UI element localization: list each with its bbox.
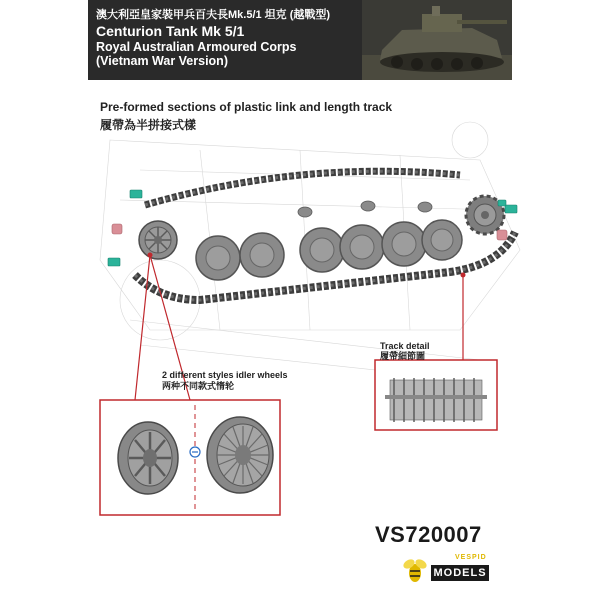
- road-wheel: [196, 236, 240, 280]
- section-title: Pre-formed sections of plastic link and length track: [100, 100, 393, 114]
- brand-name-top: VESPID: [455, 554, 487, 561]
- idler-label-chinese: 两种不同款式惰轮: [162, 381, 235, 391]
- track-detail-label-chinese: 履帶細節圖: [380, 351, 426, 361]
- wasp-logo-icon: [400, 555, 430, 585]
- road-wheel: [240, 233, 284, 277]
- subtitle-english: Royal Australian Armoured Corps: [96, 40, 297, 54]
- section-title-chinese: 履帶為半拼接式樣: [100, 118, 197, 132]
- return-rollers: [298, 201, 432, 217]
- title-english: Centurion Tank Mk 5/1: [96, 23, 245, 39]
- road-wheel: [382, 222, 426, 266]
- idler-wheel: [139, 221, 177, 259]
- idler-style-b: [207, 417, 273, 493]
- track-detail-box: [375, 360, 497, 430]
- swap-icon: [190, 447, 200, 457]
- brand-name-bottom: MODELS: [431, 565, 489, 581]
- track-detail-label: Track detail: [380, 341, 430, 351]
- road-wheel: [340, 225, 384, 269]
- road-wheel: [422, 220, 462, 260]
- version-english: (Vietnam War Version): [96, 54, 228, 68]
- idler-style-a: [118, 422, 178, 494]
- product-code: VS720007: [375, 522, 482, 547]
- road-wheel: [300, 228, 344, 272]
- idler-label: 2 different styles idler wheels: [162, 370, 288, 380]
- idler-detail-box: [100, 400, 280, 515]
- road-wheels: [196, 220, 462, 280]
- title-chinese: 澳大利亞皇家裝甲兵百夫長Mk.5/1 坦克 (越戰型): [96, 9, 331, 21]
